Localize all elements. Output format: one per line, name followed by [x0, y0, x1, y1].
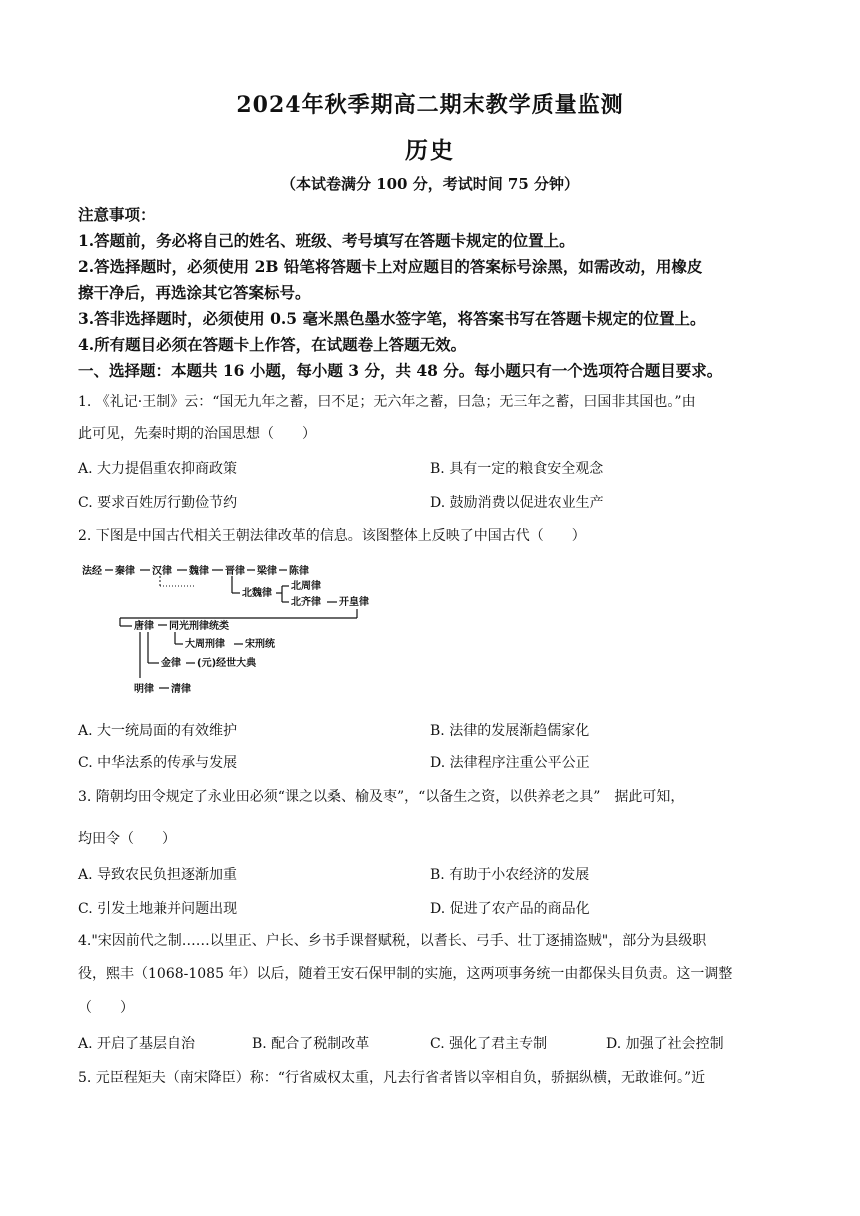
note-item: 4.所有题目必须在答题卡上作答，在试题卷上答题无效。 [78, 335, 467, 354]
section-heading: 一、选择题：本题共 16 小题，每小题 3 分，共 48 分。每小题只有一个选项符合题目要求。 [78, 361, 723, 380]
diagram-label: 魏律 [189, 566, 209, 577]
option-b: B. 配合了税制改革 [252, 1036, 370, 1052]
option-c: C. 要求百姓厉行勤俭节约 [78, 495, 238, 511]
diagram-label: 唐律 [134, 621, 154, 632]
option-d: D. 加强了社会控制 [606, 1036, 724, 1052]
question-2-line: 2. 下图是中国古代相关王朝法律改革的信息。该图整体上反映了中国古代（ ） [78, 528, 586, 544]
subject-title: 历史 [405, 137, 455, 164]
note-item: 擦干净后，再选涂其它答案标号。 [78, 283, 311, 302]
exam-info: （本试卷满分 100 分，考试时间 75 分钟） [280, 175, 580, 193]
diagram-label: 明律 [134, 684, 154, 695]
exam-title: 2024年秋季期高二期末教学质量监测 [236, 92, 624, 118]
question-1-line: 此可见，先秦时期的治国思想（ ） [78, 426, 316, 442]
notes-heading: 注意事项： [78, 205, 156, 224]
diagram-label: 陈律 [289, 566, 309, 577]
diagram-label: 汉律 [152, 566, 172, 577]
diagram-label: 宋刑统 [245, 639, 275, 650]
option-a: A. 大力提倡重农抑商政策 [78, 461, 238, 477]
diagram-label: 清律 [171, 684, 191, 695]
diagram-label: 金律 [161, 658, 181, 669]
diagram-label: 秦律 [115, 566, 135, 577]
diagram-label: 北齐律 [291, 597, 321, 608]
option-c: C. 强化了君主专制 [430, 1036, 548, 1052]
option-d: D. 法律程序注重公平公正 [430, 755, 590, 771]
option-b: B. 法律的发展渐趋儒家化 [430, 723, 590, 739]
diagram-label: 梁律 [257, 566, 277, 577]
diagram-label: 北魏律 [242, 588, 272, 599]
option-d: D. 鼓励消费以促进农业生产 [430, 495, 604, 511]
option-a: A. 大一统局面的有效维护 [78, 723, 238, 739]
note-item: 2.答选择题时，必须使用 2B 铅笔将答题卡上对应题目的答案标号涂黑，如需改动，用橡皮 [78, 257, 703, 276]
diagram-label: 法经 [82, 566, 102, 577]
question-5-line: 5. 元臣程矩夫（南宋降臣）称：“行省威权太重，凡去行省者皆以宰相自负，骄据纵横，无敢谁何。”近 [78, 1070, 706, 1086]
option-d: D. 促进了农产品的商品化 [430, 901, 590, 917]
option-a: A. 开启了基层自治 [78, 1036, 196, 1052]
option-b: B. 有助于小农经济的发展 [430, 867, 590, 883]
question-1-line: 1. 《礼记·王制》云：“国无九年之蓄，曰不足；无六年之蓄，曰急；无三年之蓄，曰国非其国也。”由 [78, 394, 696, 410]
law-evolution-diagram [82, 560, 412, 700]
diagram-label: 同光刑律统类 [169, 621, 229, 632]
note-item: 1.答题前，务必将自己的姓名、班级、考号填写在答题卡规定的位置上。 [78, 231, 575, 250]
question-4-line: 役，熙丰（1068-1085 年）以后，随着王安石保甲制的实施，这两项事务统一由都保头目负责。这一调整 [78, 966, 733, 982]
note-item: 3.答非选择题时，必须使用 0.5 毫米黑色墨水签字笔，将答案书写在答题卡规定的位置上。 [78, 309, 706, 328]
option-b: B. 具有一定的粮食安全观念 [430, 461, 604, 477]
question-3-line: 3. 隋朝均田令规定了永业田必须“课之以桑、榆及枣”，“以备生之资，以供养老之具” 据此可知， [78, 789, 685, 805]
question-4-line: 4."宋因前代之制……以里正、户长、乡书手课督赋税，以耆长、弓手、壮丁逐捕盗贼"，部分为县级职 [78, 933, 707, 949]
question-4-line: （ ） [78, 1000, 134, 1016]
question-3-line: 均田令（ ） [78, 831, 176, 847]
diagram-label: 北周律 [291, 581, 321, 592]
diagram-label: 晋律 [225, 566, 245, 577]
diagram-label: 开皇律 [339, 597, 369, 608]
option-a: A. 导致农民负担逐渐加重 [78, 867, 238, 883]
option-c: C. 中华法系的传承与发展 [78, 755, 238, 771]
diagram-label: (元)经世大典 [197, 658, 257, 669]
diagram-label: 大周刑律 [185, 639, 225, 650]
option-c: C. 引发土地兼并问题出现 [78, 901, 238, 917]
